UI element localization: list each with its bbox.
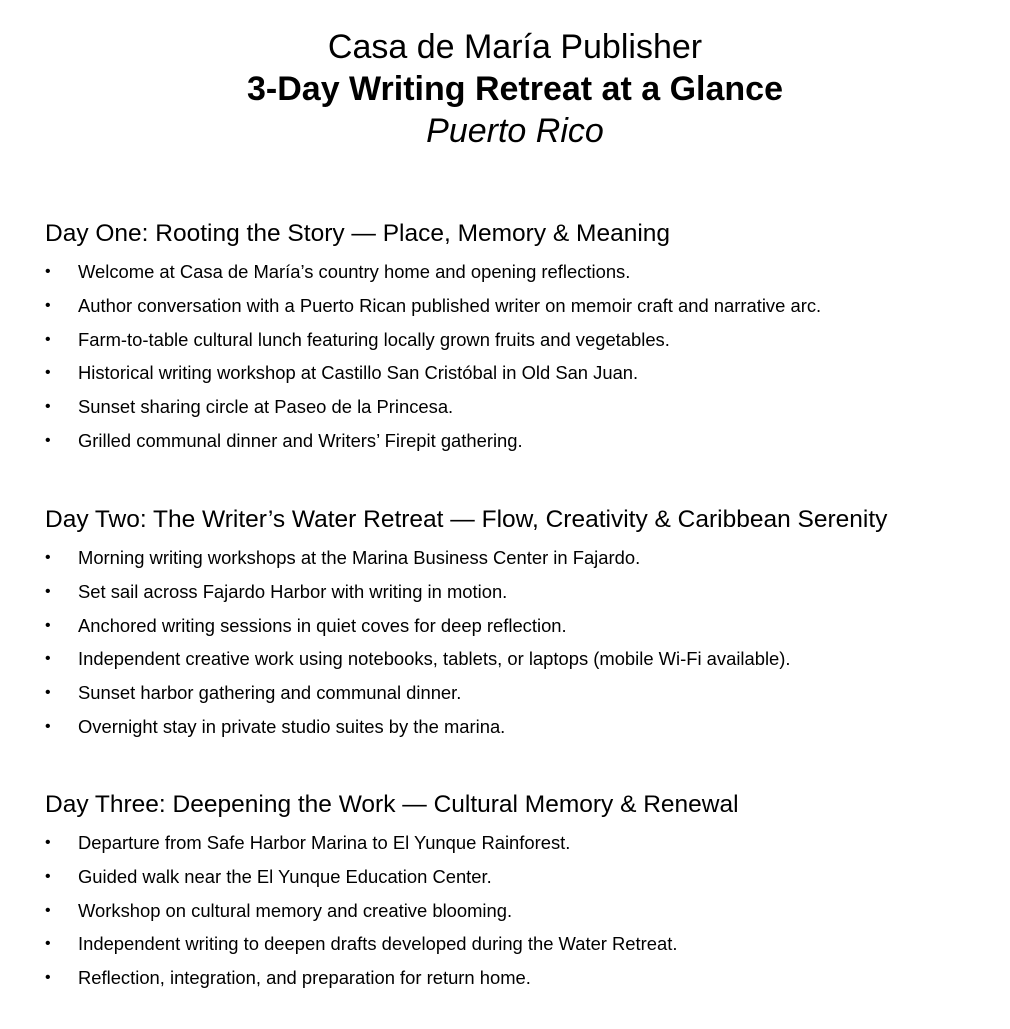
bullet-icon: • bbox=[45, 867, 51, 885]
day-two-section bbox=[45, 505, 995, 744]
day-three-heading: Day Three: Deepening the Work — Cultural Memory & Renewal bbox=[45, 791, 739, 818]
bullet-icon: • bbox=[45, 398, 51, 416]
retreat-location: Puerto Rico bbox=[426, 112, 604, 150]
list-item-text: Workshop on cultural memory and creative blooming. bbox=[78, 899, 513, 921]
list-item-text: Independent writing to deepen drafts developed during the Water Retreat. bbox=[78, 933, 678, 955]
list-item bbox=[45, 894, 995, 928]
list-item-text: Sunset sharing circle at Paseo de la Princesa. bbox=[78, 396, 454, 418]
day-two-heading: Day Two: The Writer’s Water Retreat — Flow, Creativity & Caribbean Serenity bbox=[45, 506, 888, 533]
bullet-icon: • bbox=[45, 582, 51, 600]
list-item-text: Set sail across Fajardo Harbor with writing in motion. bbox=[78, 580, 508, 602]
list-item-text: Sunset harbor gathering and communal dinner. bbox=[78, 682, 462, 704]
day-one-section bbox=[45, 219, 995, 458]
list-item-text: Grilled communal dinner and Writers’ Firepit gathering. bbox=[78, 429, 523, 451]
bullet-icon: • bbox=[45, 834, 51, 851]
list-item-text: Independent creative work using notebooks, tablets, or laptops (mobile Wi-Fi available). bbox=[78, 648, 791, 670]
list-item-text: Historical writing workshop at Castillo San Cristóbal in Old San Juan. bbox=[78, 362, 639, 384]
bullet-icon: • bbox=[45, 549, 51, 566]
list-item bbox=[45, 255, 995, 289]
bullet-icon: • bbox=[45, 263, 51, 280]
bullet-icon: • bbox=[45, 684, 51, 702]
list-item bbox=[45, 609, 995, 643]
list-item-text: Author conversation with a Puerto Rican published writer on memoir craft and narrative arc. bbox=[78, 294, 822, 316]
document-header bbox=[0, 26, 1010, 152]
list-item bbox=[45, 710, 995, 744]
bullet-icon: • bbox=[45, 296, 51, 314]
publisher-name: Casa de María Publisher bbox=[327, 28, 703, 66]
list-item-text: Guided walk near the El Yunque Education Center. bbox=[78, 865, 492, 887]
day-one-list bbox=[45, 255, 995, 458]
list-item bbox=[45, 356, 995, 390]
list-item bbox=[45, 424, 995, 458]
list-item bbox=[45, 860, 995, 894]
list-item bbox=[45, 323, 995, 357]
day-one-heading: Day One: Rooting the Story — Place, Memory & Meaning bbox=[45, 220, 671, 247]
list-item-text: Welcome at Casa de María’s country home and opening reflections. bbox=[78, 261, 631, 282]
list-item bbox=[45, 289, 995, 323]
bullet-icon: • bbox=[45, 969, 51, 987]
list-item bbox=[45, 826, 995, 860]
bullet-icon: • bbox=[45, 901, 51, 919]
list-item-text: Overnight stay in private studio suites by the marina. bbox=[78, 715, 506, 737]
bullet-icon: • bbox=[45, 616, 51, 634]
bullet-icon: • bbox=[45, 330, 51, 348]
list-item-text: Departure from Safe Harbor Marina to El Yunque Rainforest. bbox=[78, 832, 571, 853]
bullet-icon: • bbox=[45, 935, 51, 953]
list-item bbox=[45, 390, 995, 424]
list-item bbox=[45, 676, 995, 710]
retreat-title: 3-Day Writing Retreat at a Glance bbox=[247, 70, 783, 108]
list-item-text: Anchored writing sessions in quiet coves for deep reflection. bbox=[78, 614, 567, 636]
list-item bbox=[45, 642, 995, 676]
list-item bbox=[45, 541, 995, 575]
list-item-text: Morning writing workshops at the Marina Business Center in Fajardo. bbox=[78, 547, 641, 568]
list-item-text: Farm-to-table cultural lunch featuring locally grown fruits and vegetables. bbox=[78, 328, 670, 350]
day-three-section bbox=[45, 790, 995, 995]
list-item-text: Reflection, integration, and preparation for return home. bbox=[78, 967, 531, 989]
bullet-icon: • bbox=[45, 650, 51, 668]
day-three-list bbox=[45, 826, 995, 995]
bullet-icon: • bbox=[45, 717, 51, 735]
day-two-list bbox=[45, 541, 995, 744]
bullet-icon: • bbox=[45, 364, 51, 382]
list-item bbox=[45, 927, 995, 961]
list-item bbox=[45, 961, 995, 995]
list-item bbox=[45, 575, 995, 609]
bullet-icon: • bbox=[45, 431, 51, 449]
